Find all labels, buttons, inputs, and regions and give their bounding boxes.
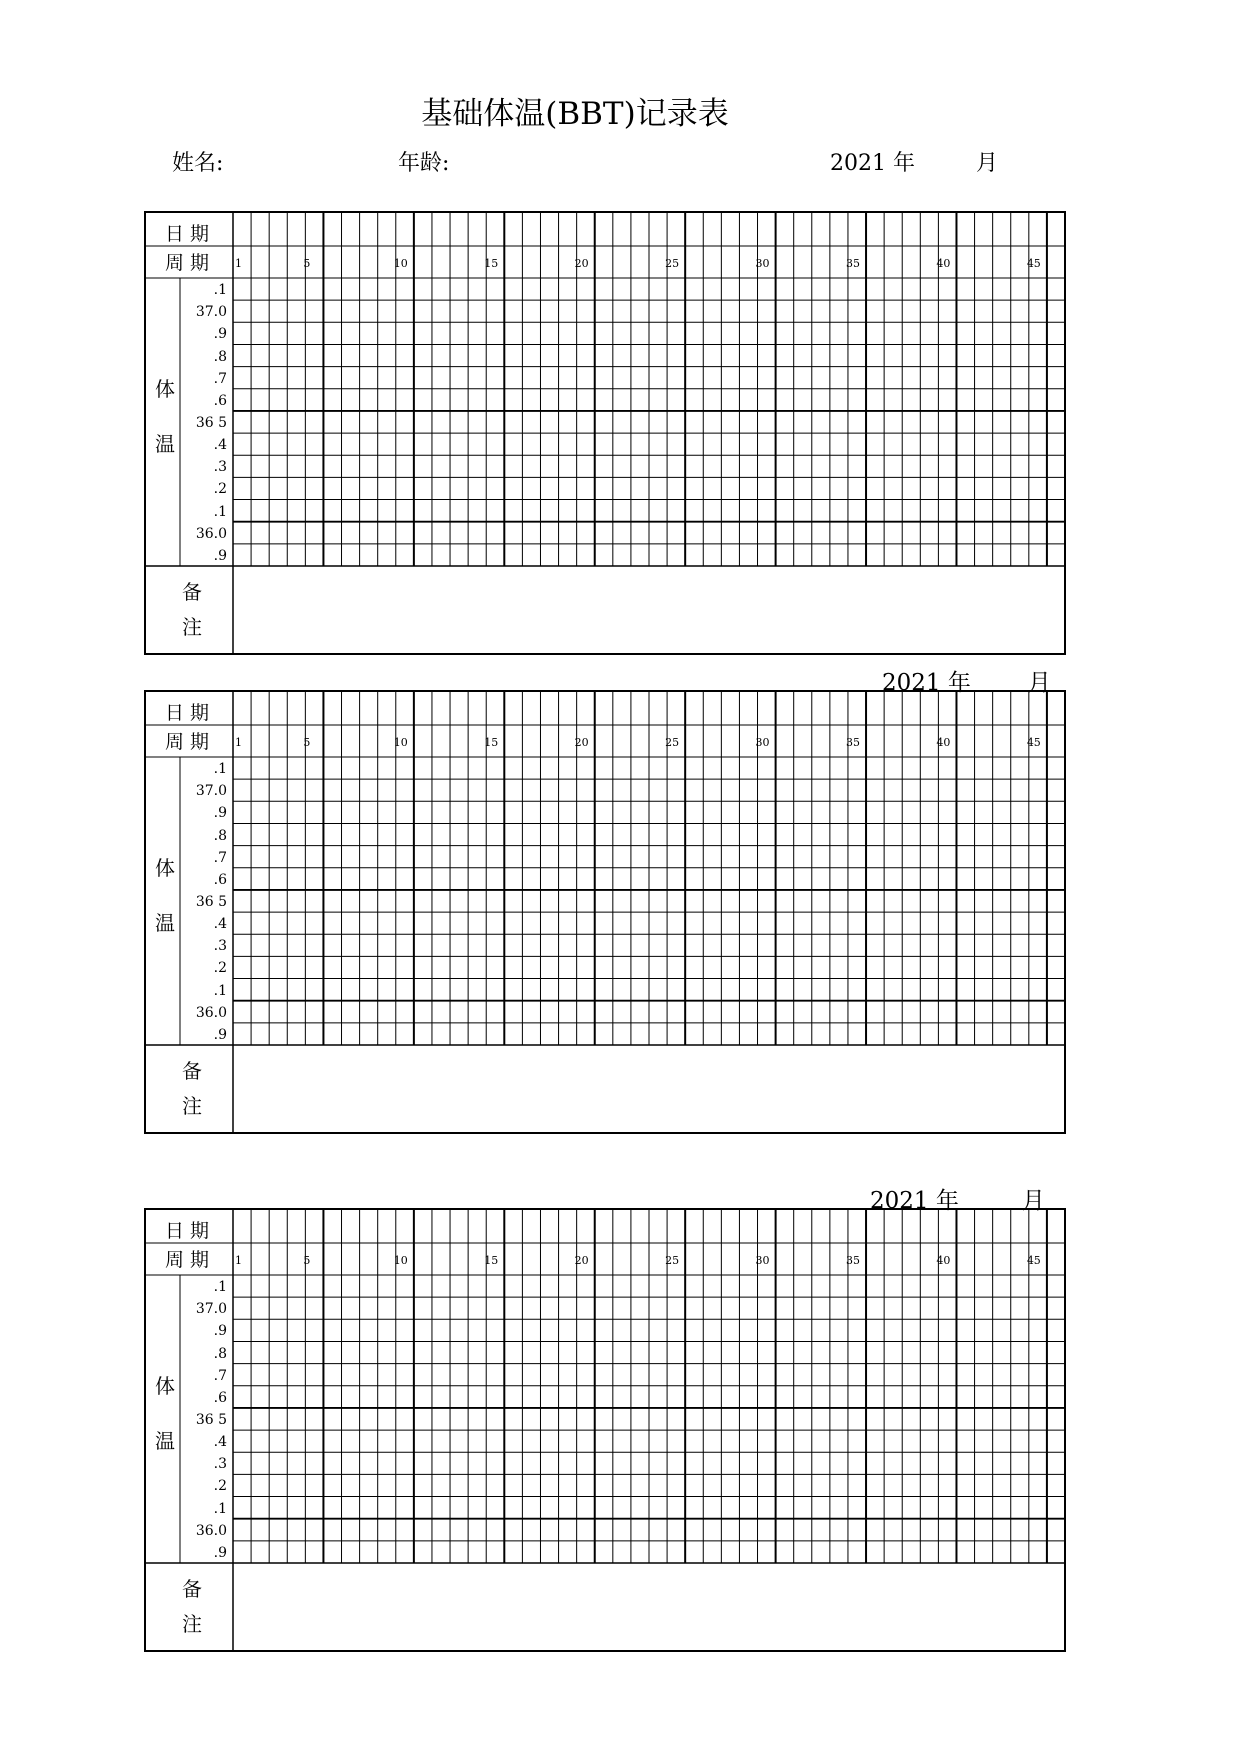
cycle-label: 周 期	[165, 252, 210, 274]
temp-tick-label: .7	[213, 1367, 227, 1384]
day-number: 35	[845, 736, 860, 749]
chart-month: 月	[1028, 670, 1051, 696]
day-number: 10	[393, 257, 408, 270]
temp-label-2: 温	[155, 432, 175, 456]
grid-svg	[145, 1209, 1065, 1651]
temp-tick-label: .8	[213, 827, 227, 844]
temp-tick-label: .1	[213, 982, 227, 999]
chart-year: 2021 年	[870, 1188, 959, 1214]
remarks-label-2: 注	[182, 1094, 202, 1118]
day-number: 45	[1026, 257, 1041, 270]
temp-tick-label: .1	[213, 761, 227, 778]
bbt-chart-2	[145, 691, 1065, 1133]
temp-tick-label: .6	[213, 871, 227, 888]
temp-tick-label: .4	[213, 916, 227, 933]
day-number: 20	[574, 736, 589, 749]
header-month: 月	[976, 151, 999, 176]
temp-tick-label: .9	[213, 1026, 227, 1043]
day-number: 25	[665, 257, 680, 270]
temp-tick-label: .3	[213, 459, 227, 476]
day-number: 5	[303, 1254, 311, 1267]
temp-tick-label: .1	[213, 1500, 227, 1517]
temp-tick-label: .1	[213, 1279, 227, 1296]
day-number: 40	[936, 736, 951, 749]
day-number: 40	[936, 1254, 951, 1267]
temp-tick-label: .1	[213, 503, 227, 520]
day-number: 45	[1026, 1254, 1041, 1267]
day-number: 20	[574, 1254, 589, 1267]
grid-svg	[145, 212, 1065, 654]
temp-label-2: 温	[155, 1429, 175, 1453]
cycle-label: 周 期	[165, 731, 210, 753]
day-number: 35	[845, 257, 860, 270]
day-number: 1	[235, 1254, 242, 1267]
date-label: 日 期	[165, 1220, 210, 1242]
age-label: 年龄:	[398, 151, 450, 176]
temp-tick-label: .8	[213, 348, 227, 365]
temp-tick-label: 37.0	[195, 304, 227, 321]
temp-tick-label: .3	[213, 1456, 227, 1473]
temp-label-1: 体	[155, 377, 175, 401]
remarks-label-1: 备	[182, 580, 202, 604]
temp-tick-label: .9	[213, 1323, 227, 1340]
temp-tick-label: .1	[213, 282, 227, 299]
temp-tick-label: .9	[213, 326, 227, 343]
temp-tick-label: .7	[213, 370, 227, 387]
day-number: 15	[484, 257, 499, 270]
temp-tick-label: 37.0	[195, 783, 227, 800]
bbt-chart-1	[145, 212, 1065, 654]
remarks-label-1: 备	[182, 1577, 202, 1601]
temp-tick-label: .9	[213, 547, 227, 564]
day-number: 35	[845, 1254, 860, 1267]
day-number: 40	[936, 257, 951, 270]
temp-tick-label: .4	[213, 1434, 227, 1451]
day-number: 25	[665, 1254, 680, 1267]
day-number: 10	[393, 1254, 408, 1267]
temp-tick-label: .7	[213, 849, 227, 866]
day-number: 5	[303, 736, 311, 749]
temp-tick-label: 36 5	[195, 1412, 227, 1428]
remarks-label-2: 注	[182, 615, 202, 639]
temp-tick-label: .6	[213, 1389, 227, 1406]
temp-tick-label: .6	[213, 392, 227, 409]
temp-tick-label: .2	[213, 960, 227, 977]
remarks-label-1: 备	[182, 1059, 202, 1083]
day-number: 1	[235, 736, 242, 749]
name-label: 姓名:	[172, 151, 224, 176]
temp-tick-label: 36.0	[195, 525, 227, 542]
cycle-label: 周 期	[165, 1249, 210, 1271]
remarks-label-2: 注	[182, 1612, 202, 1636]
temp-label-1: 体	[155, 856, 175, 880]
day-number: 30	[755, 257, 770, 270]
day-number: 10	[393, 736, 408, 749]
temp-tick-label: .9	[213, 1544, 227, 1561]
grid-svg	[145, 691, 1065, 1133]
day-number: 20	[574, 257, 589, 270]
temp-tick-label: 37.0	[195, 1301, 227, 1318]
day-number: 45	[1026, 736, 1041, 749]
temp-tick-label: 36 5	[195, 894, 227, 910]
temp-tick-label: .8	[213, 1345, 227, 1362]
date-label: 日 期	[165, 702, 210, 724]
header-year: 2021 年	[830, 151, 915, 176]
chart-year: 2021 年	[882, 670, 971, 696]
temp-tick-label: 36.0	[195, 1522, 227, 1539]
day-number: 5	[303, 257, 311, 270]
day-number: 25	[665, 736, 680, 749]
day-number: 30	[755, 1254, 770, 1267]
day-number: 1	[235, 257, 242, 270]
temp-tick-label: .2	[213, 1478, 227, 1495]
chart-month: 月	[1022, 1188, 1045, 1214]
temp-tick-label: .4	[213, 437, 227, 454]
temp-label-1: 体	[155, 1374, 175, 1398]
temp-tick-label: .9	[213, 805, 227, 822]
day-number: 15	[484, 736, 499, 749]
temp-tick-label: 36 5	[195, 415, 227, 431]
temp-tick-label: .2	[213, 481, 227, 498]
day-number: 15	[484, 1254, 499, 1267]
temp-tick-label: 36.0	[195, 1004, 227, 1021]
temp-label-2: 温	[155, 911, 175, 935]
date-label: 日 期	[165, 223, 210, 245]
bbt-chart-3	[145, 1209, 1065, 1651]
page-title: 基础体温(BBT)记录表	[421, 96, 729, 132]
temp-tick-label: .3	[213, 938, 227, 955]
day-number: 30	[755, 736, 770, 749]
